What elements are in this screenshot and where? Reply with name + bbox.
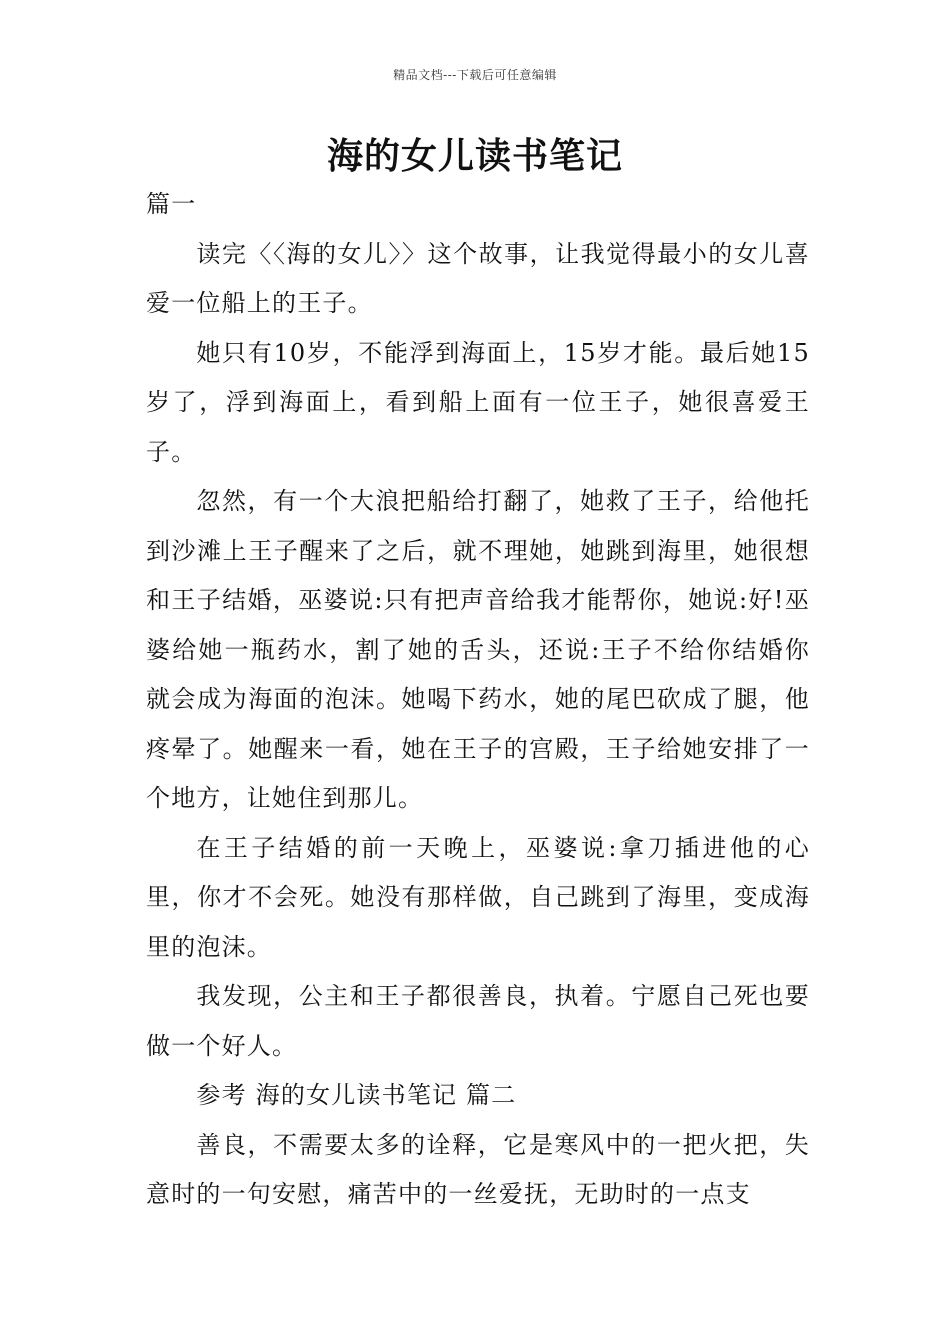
- paragraph-6: 善良，不需要太多的诠释，它是寒风中的一把火把，失意时的一句安慰，痛苦中的一丝爱抚，无助时的一点支: [146, 1130, 810, 1208]
- paragraph-1: 读完〈〈海的女儿〉〉这个故事，让我觉得最小的女儿喜爱一位船上的王子。: [146, 239, 810, 317]
- paragraph-3: 忽然，有一个大浪把船给打翻了，她救了王子，给他托到沙滩上王子醒来了之后，就不理她，她跳到海里，她很想和王子结婚，巫婆说:只有把声音给我才能帮你，她说:好!巫婆给她一瓶药水，割了她的舌头，还说:王子不给你结婚你就会成为海面的泡沫。她喝下药水，她的尾巴砍成了腿，他疼晕了。她醒来一看，她在王子的宫殿，王子给她安排了一个地方，让她住到那儿。: [146, 487, 810, 812]
- section-two-heading: 参考 海的女儿读书笔记 篇二: [196, 1081, 517, 1109]
- section-label: 篇一: [146, 190, 197, 218]
- paragraph-4: 在王子结婚的前一天晚上，巫婆说:拿刀插进他的心里，你才不会死。她没有那样做，自己跳到了海里，变成海里的泡沫。: [146, 833, 810, 961]
- document-body: [146, 180, 810, 1220]
- document-title: 海的女儿读书笔记: [326, 135, 623, 177]
- page-header: 精品文档---下载后可任意编辑: [393, 68, 557, 82]
- paragraph-2: 她只有10岁，不能浮到海面上，15岁才能。最后她15岁了，浮到海面上，看到船上面有一位王子，她很喜爱王子。: [146, 338, 810, 466]
- paragraph-5: 我发现，公主和王子都很善良，执着。宁愿自己死也要做一个好人。: [146, 982, 810, 1060]
